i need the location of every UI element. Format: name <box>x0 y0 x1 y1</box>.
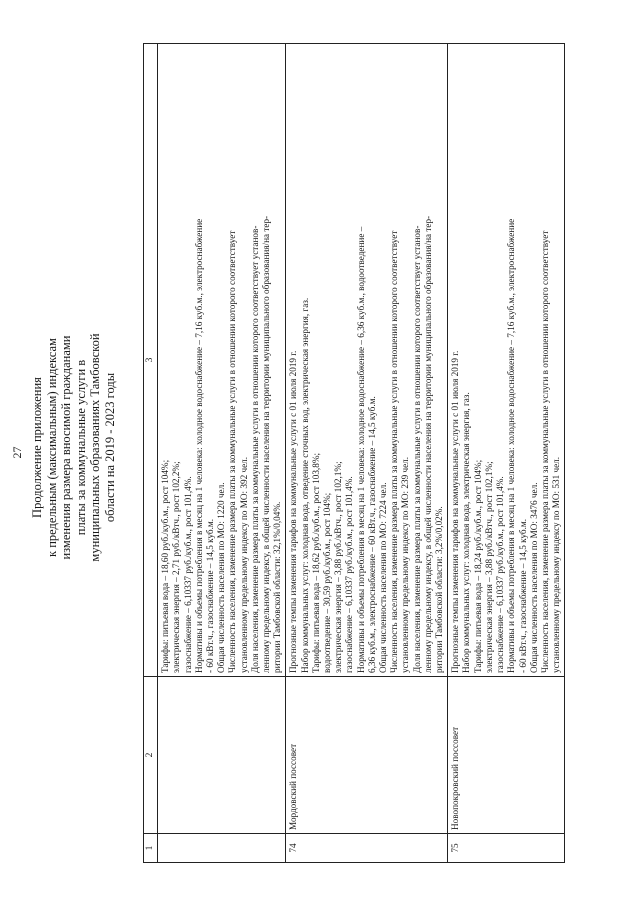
desc-line: Общая численность населения по МО: 3476 чел. <box>528 482 539 673</box>
desc-line: ритории Тамбовской области: 32,1%/0,04%. <box>272 501 283 673</box>
desc-line: установленному предельному индексу по МО: 531 чел. <box>551 456 562 673</box>
desc-line: Тарифы: питьевая вода – 18,60 руб./куб.м., рост 104%; <box>160 459 171 673</box>
row-number: 74 <box>286 834 448 863</box>
page-number: 27 <box>10 446 24 459</box>
desc-line: Набор коммунальных услуг: холодная вода, электрическая энергия, газ. <box>461 392 472 673</box>
header-col-2: 2 <box>144 677 158 834</box>
desc-line: Прогнозные темпы изменения тарифов на коммунальные услуги с 01 июля 2019 г. <box>450 350 461 673</box>
tariff-table <box>143 43 565 863</box>
desc-line: Численность населения, изменение размера платы за коммунальные услуги в отношении которого соответствует <box>389 230 400 673</box>
appendix-title <box>30 30 117 865</box>
table-row <box>448 44 565 863</box>
title-line: платы за коммунальные услуги в <box>73 359 88 536</box>
title-line: к предельным (максимальным) индексам <box>44 338 59 557</box>
desc-line: водоотведение – 30,59 руб./куб.м., рост 104%; <box>322 492 333 673</box>
title-line: области на 2019 - 2023 годы <box>102 372 117 523</box>
desc-line: установленному предельному индексу по МО: 392 чел. <box>238 456 249 673</box>
desc-line: Тарифы: питьевая вода – 18,62 руб./куб.м., рост 103,8%; <box>310 452 321 673</box>
row-description <box>158 44 286 677</box>
desc-line: - 60 кВт.ч., газоснабжение – 14,5 куб.м. <box>517 519 528 673</box>
desc-line: Нормативы и объемы потребления в месяц на 1 человека: холодное водоснабжение – 7,16 куб.м., электроснабжение <box>193 218 204 673</box>
table-row <box>286 44 448 863</box>
desc-line: Общая численность населения по МО: 7224 чел. <box>378 482 389 673</box>
desc-line: газоснабжение – 6,10337 руб./куб.м., рост 101,4%. <box>182 476 193 673</box>
title-line: Продолжение приложения <box>30 377 44 518</box>
desc-line: ритории Тамбовской области: 3,2%/0,02%. <box>434 506 445 673</box>
desc-line: Численность населения, изменение размера платы за коммунальные услуги в отношении которого соответствует <box>227 230 238 673</box>
row-number <box>158 834 286 863</box>
desc-line: газоснабжение – 6,10337 руб./куб.м., рост 101,4%. <box>344 476 355 673</box>
desc-line: 6,36 куб.м., электроснабжение – 60 кВт.ч., газоснабжение – 14,5 куб.м. <box>366 396 377 673</box>
title-line: изменения размера вносимой гражданами <box>59 335 73 560</box>
desc-line: ленному предельному индексу, в общей численности населения на территории муниципального образования/на тер- <box>261 215 272 673</box>
desc-line: Тарифы: питьевая вода – 18,24 руб./куб.м., рост 104%; <box>472 459 483 673</box>
table-header-row <box>144 44 158 863</box>
desc-line: ленному предельному индексу, в общей численности населения на территории муниципального образования/на тер- <box>422 215 433 673</box>
desc-line: газоснабжение – 6,10337 руб./куб.м., рост 101,4%. <box>495 476 506 673</box>
desc-line: Численность населения, изменение размера платы за коммунальные услуги в отношении которого соответствует <box>539 230 550 673</box>
table-row <box>158 44 286 863</box>
desc-line: Доля населения, изменение размера платы за коммунальные услуги в отношении которого соответствует установ- <box>411 225 422 673</box>
row-description <box>448 44 565 677</box>
desc-line: - 60 кВт.ч., газоснабжение – 14,5 куб.м. <box>205 519 216 673</box>
desc-line: электрическая энергия – 3,88 руб./кВтч., рост 102,1%; <box>483 461 494 673</box>
municipality-name <box>158 677 286 834</box>
header-col-3: 3 <box>144 44 158 677</box>
desc-line: Нормативы и объемы потребления в месяц на 1 человека: холодное водоснабжение – 6,36 куб.м., водоотведение – <box>355 226 366 673</box>
desc-line: Доля населения, изменение размера платы за коммунальные услуги в отношении которого соответствует установ- <box>249 225 260 673</box>
desc-line: электрическая энергия – 2,71 руб./кВтч., рост 102,2%; <box>171 461 182 673</box>
desc-line: электрическая энергия – 3,88 руб./кВтч., рост 102,1%; <box>333 461 344 673</box>
row-description <box>286 44 448 677</box>
municipality-name: Мордовский поссовет <box>286 677 448 834</box>
title-line: муниципальных образованиях Тамбовской <box>88 333 102 562</box>
desc-line: Общая численность населения по МО: 1220 чел. <box>216 482 227 673</box>
desc-line: Набор коммунальных услуг: холодная вода, отведение сточных вод, электрическая энергия, газ. <box>299 297 310 673</box>
row-number: 75 <box>448 834 565 863</box>
desc-line: установленному предельному индексу по МО: 239 чел. <box>400 456 411 673</box>
header-col-1: 1 <box>144 834 158 863</box>
municipality-name: Новопокровский поссовет <box>448 677 565 834</box>
desc-line: Прогнозные темпы изменения тарифов на коммунальные услуги с 01 июля 2019 г. <box>288 350 299 673</box>
desc-line: Нормативы и объемы потребления в месяц на 1 человека: холодное водоснабжение – 7,16 куб.м., электроснабжение <box>506 218 517 673</box>
